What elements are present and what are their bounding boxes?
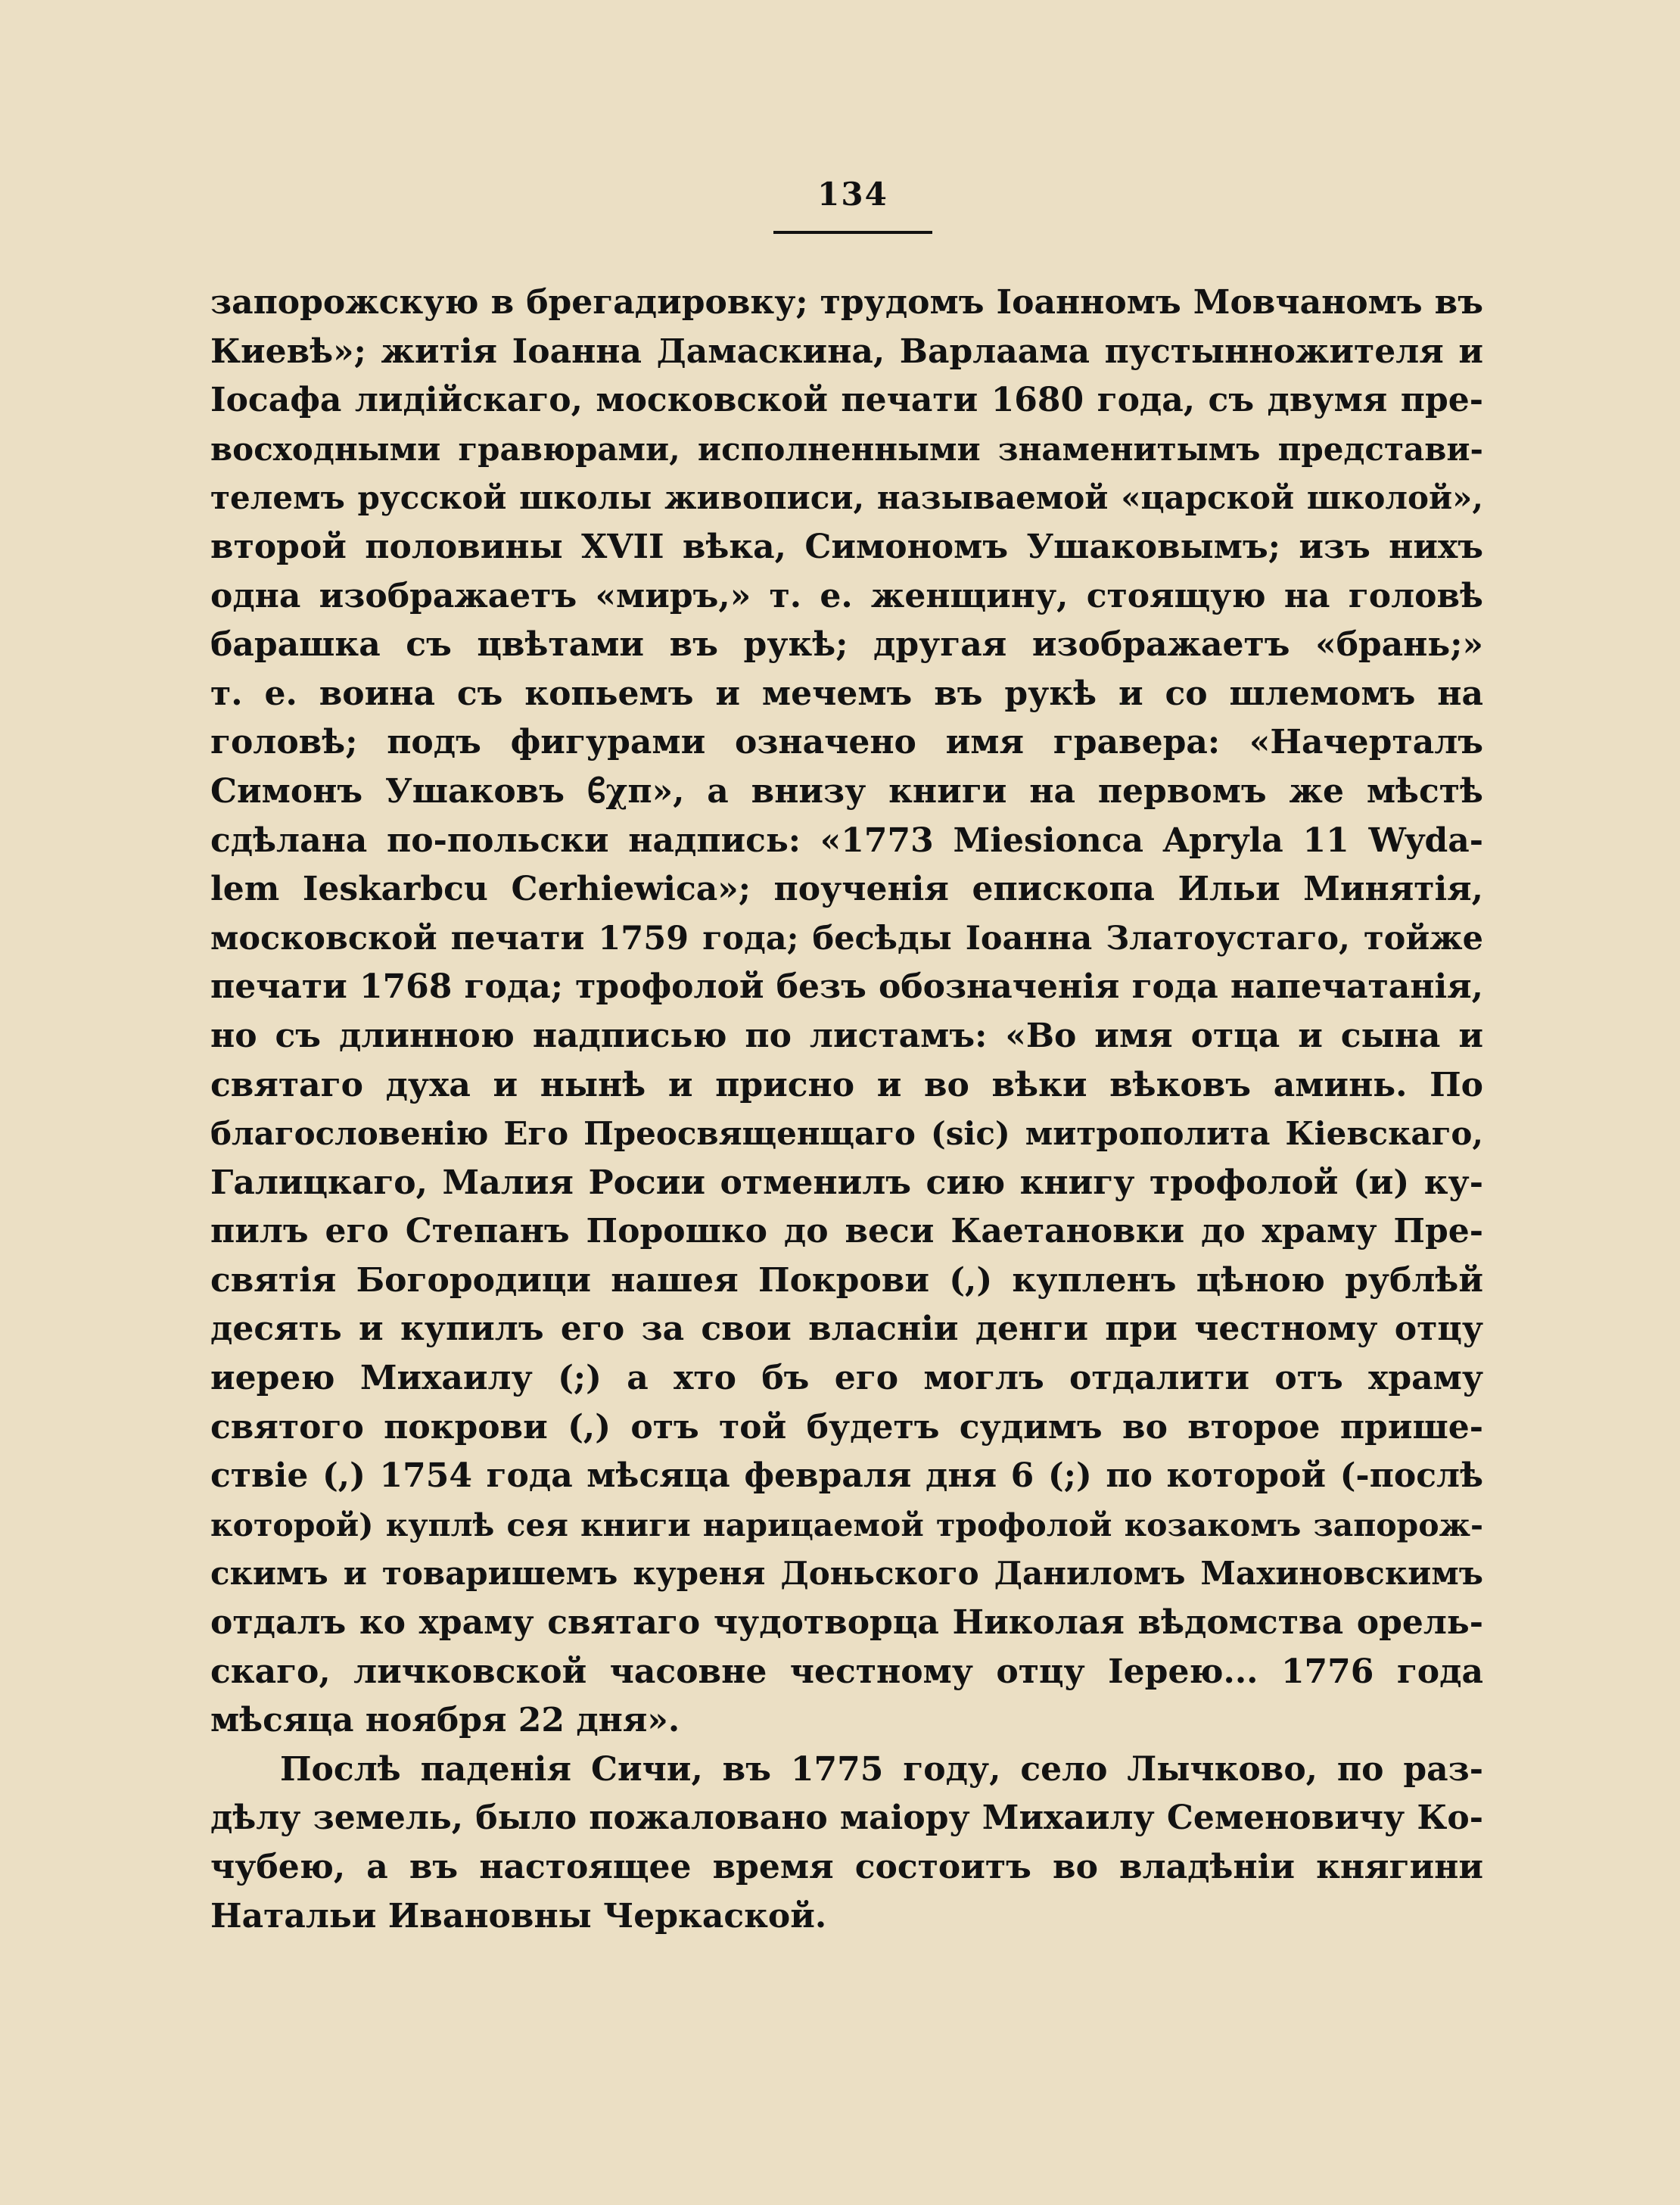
text-line: святаго духа и нынѣ и присно и во вѣки вѣковъ аминь. По	[210, 1065, 1483, 1104]
paragraph-1	[210, 279, 1483, 1746]
page-number-underline	[773, 231, 932, 234]
text-line: ствіе (,) 1754 года мѣсяца февраля дня 6 (;) по которой (-послѣ	[210, 1456, 1483, 1496]
text-line: но съ длинною надписью по листамъ: «Во имя отца и сына и	[210, 1016, 1483, 1055]
text-line: отдалъ ко храму святаго чудотворца Николая вѣдомства орель-	[210, 1603, 1483, 1643]
text-line: барашка съ цвѣтами въ рукѣ; другая изображаетъ «брань;»	[210, 625, 1483, 665]
text-line: т. е. воина съ копьемъ и мечемъ въ рукѣ и со шлемомъ на	[210, 674, 1483, 713]
body-text	[210, 279, 1483, 1941]
text-line: печати 1768 года; трофолой безъ обозначенія года напечатанія,	[210, 967, 1483, 1007]
text-line: Натальи Ивановны Черкаской.	[210, 1896, 827, 1936]
text-line: которой) куплѣ сея книги нарицаемой трофолой козакомъ запорож-	[210, 1506, 1483, 1543]
text-line: Киевѣ»; житія Іоанна Дамаскина, Варлаама пустынножителя и	[210, 332, 1483, 371]
text-line: святого покрови (,) отъ той будетъ судимъ во второе прише-	[210, 1407, 1483, 1447]
text-line: скаго, личковской часовне честному отцу Іерею... 1776 года	[210, 1652, 1483, 1691]
text-line: Іосафа лидійскаго, московской печати 1680 года, съ двумя пре-	[210, 381, 1483, 420]
text-line: дѣлу земель, было пожаловано маіору Михаилу Семеновичу Ко-	[210, 1799, 1483, 1838]
paragraph-2	[210, 1746, 1483, 1941]
text-line: чубею, а въ настоящее время состоитъ во владѣніи княгини	[210, 1848, 1483, 1886]
text-line: московской печати 1759 года; бесѣды Іоанна Златоустаго, тойже	[210, 919, 1483, 958]
text-line: Симонъ Ушаковъ ᲀχп», а внизу книги на первомъ же мѣстѣ	[210, 771, 1483, 811]
text-line: телемъ русской школы живописи, называемой «царской школой»,	[210, 479, 1483, 517]
text-line: десять и купилъ его за свои власніи денги при честному отцу	[210, 1310, 1483, 1349]
text-line: святія Богородици нашея Покрови (,) купленъ цѣною рублѣй	[210, 1260, 1483, 1300]
text-line: одна изображаетъ «миръ,» т. е. женщину, стоящую на головѣ	[210, 576, 1483, 615]
text-line: иерею Михаилу (;) а хто бъ его моглъ отдалити отъ храму	[210, 1359, 1483, 1398]
text-line: мѣсяца ноября 22 дня».	[210, 1701, 680, 1740]
text-line: lem Ieskarbcu Cerhiewica»; поученія епископа Ильи Минятія,	[210, 870, 1483, 909]
text-line: скимъ и товаришемъ куреня Доньского Даниломъ Махиновскимъ	[210, 1555, 1483, 1593]
text-line: второй половины XVII вѣка, Симономъ Ушаковымъ; изъ нихъ	[210, 527, 1483, 566]
text-line: Галицкаго, Малия Росии отменилъ сию книгу трофолой (и) ку-	[210, 1163, 1483, 1202]
text-line: головѣ; подъ фигурами означено имя гравера: «Начерталъ	[210, 723, 1483, 762]
text-line: благословенію Его Преосвященщаго (sic) митрополита Кіевскаго,	[210, 1115, 1483, 1153]
text-line: Послѣ паденія Сичи, въ 1775 году, село Лычково, по раз-	[280, 1749, 1483, 1789]
text-line: восходными гравюрами, исполненными знаменитымъ представи-	[210, 430, 1483, 468]
text-line: сдѣлана по-польски надпись: «1773 Miesionca Apryla 11 Wyda-	[210, 821, 1483, 860]
page-number: 134	[817, 176, 888, 213]
text-line: запорожскую в брегадировку; трудомъ Іоанномъ Мовчаномъ въ	[210, 283, 1483, 322]
text-line: пилъ его Степанъ Порошко до веси Каетановки до храму Пре-	[210, 1212, 1483, 1251]
